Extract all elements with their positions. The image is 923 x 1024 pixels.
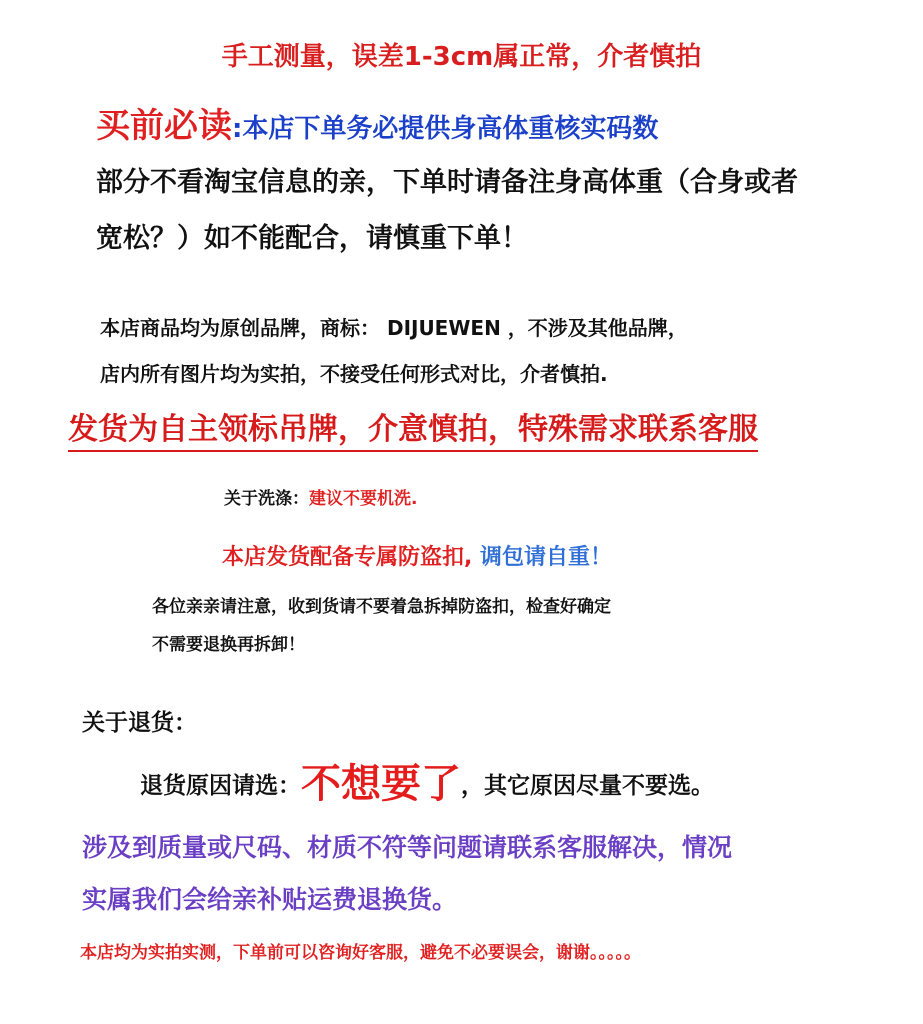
anti-theft-note-1: 各位亲亲请注意，收到货请不要着急拆掉防盗扣，检查好确定: [152, 597, 611, 617]
quality-issue-line-1: 涉及到质量或尺码、材质不符等问题请联系客服解决，情况: [82, 833, 733, 862]
must-read-colon: :: [232, 114, 243, 144]
measurement-note: 手工测量，误差1-3cm属正常，介者慎拍: [221, 42, 702, 72]
quality-issue-line-2: 实属我们会给亲补贴运费退换货。: [82, 885, 458, 914]
return-reason-prefix: 退货原因请选：: [140, 773, 301, 799]
washing-label: 关于洗涤：: [224, 489, 309, 509]
must-read-line: [96, 98, 658, 147]
brand-line-1: 本店商品均为原创品牌，商标： DIJUEWEN ，不涉及其他品牌，: [100, 316, 688, 340]
anti-theft-red-text: 本店发货配备专属防盗扣,: [222, 545, 473, 570]
anti-theft-note-2: 不需要退换再拆卸！: [152, 635, 305, 655]
anti-theft-blue-text: 调包请自重！: [472, 545, 613, 570]
washing-text: 建议不要机洗.: [309, 489, 418, 509]
must-read-label: 买前必读: [96, 106, 232, 146]
washing-line: [224, 484, 417, 509]
return-reason-suffix: ，其它原因尽量不要选。: [461, 773, 714, 799]
brand-line-2: 店内所有图片均为实拍，不接受任何形式对比，介者慎拍.: [100, 362, 608, 386]
return-reason-line: [140, 752, 714, 809]
returns-heading: 关于退货：: [82, 710, 197, 736]
notice-line-1: 部分不看淘宝信息的亲，下单时请备注身高体重（合身或者: [96, 167, 798, 198]
anti-theft-line: [222, 540, 612, 571]
return-reason-emphasis: 不想要了: [301, 761, 461, 807]
shipping-tag-notice: 发货为自主领标吊牌，介意慎拍，特殊需求联系客服: [68, 404, 758, 452]
notice-line-2: 宽松？）如不能配合，请慎重下单！: [96, 223, 528, 254]
must-read-text: 本店下单务必提供身高体重核实码数: [242, 114, 659, 144]
closing-note: 本店均为实拍实测，下单前可以咨询好客服，避免不必要误会，谢谢。。。。。: [80, 943, 641, 963]
